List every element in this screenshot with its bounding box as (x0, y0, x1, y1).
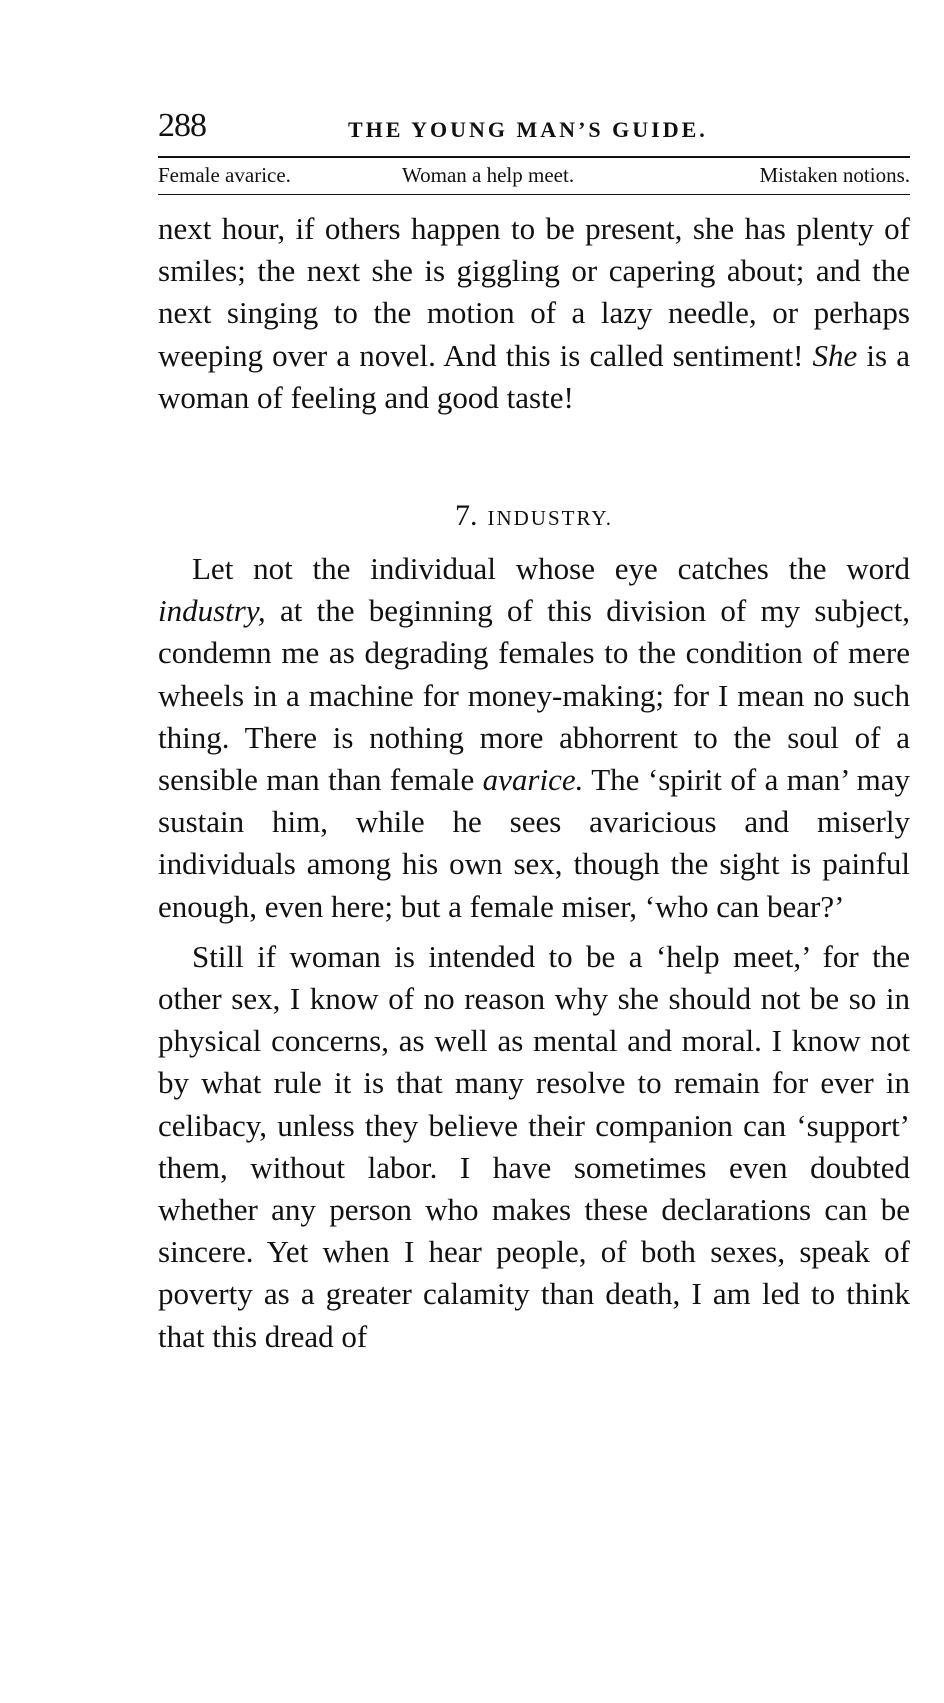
paragraph-help-meet: Still if woman is intended to be a ‘help meet,’ for the other sex, I know of no reason why she should not be so in physical concerns, as well as mental and moral. I know not by what rule it is that many resolve to remain for ever in celibacy, unless they believe their companion can ‘support’ them, without labor. I have sometimes even doubted whether any person who makes these declarations can be sincere. Yet when I hear people, of both sexes, speak of poverty as a greater calamity than death, I am led to think that this dread of (158, 938, 910, 1354)
paragraph-industry-text-1: Let not the individual whose eye catches the word (192, 551, 910, 586)
paragraph-continued-italic: She (812, 337, 858, 373)
paragraph-industry-text-2: at the beginning of this division of my subject, condemn me as degrading females to the condition of mere wheels in a machine for money-making; for I mean no such thing. There is nothing more abhorrent to the soul of a sensible man than female (158, 593, 910, 798)
paragraph-continued-text-1: next hour, if others happen to be present, she has plenty of smiles; the next she is giggling or capering about; and the next singing to the motion of a lazy needle, or perhaps weeping over a novel. And this is called sentiment! (158, 211, 910, 373)
paragraph-industry (158, 548, 910, 928)
paragraph-industry-italic-1: industry, (158, 593, 266, 629)
page-header (158, 104, 910, 148)
header-rule-bottom (158, 194, 910, 195)
topic-sidenotes (158, 160, 910, 190)
header-rule-top (158, 156, 910, 158)
section-heading (158, 496, 910, 541)
section-title: INDUSTRY. (487, 506, 614, 530)
sidenote-female-avarice: Female avarice. (158, 163, 291, 187)
running-title: THE YOUNG MAN’S GUIDE. (348, 117, 708, 142)
paragraph-continued (158, 208, 910, 419)
continued-text (158, 208, 910, 419)
section-number: 7. (454, 499, 478, 532)
section-body (158, 548, 910, 1358)
paragraph-industry-text-3: The ‘spirit of a man’ may sustain him, while he sees avaricious and miserly individuals among his own sex, though the sight is painful enough, even here; but a female miser, ‘who can bear?’ (158, 762, 910, 924)
paragraph-industry-italic-2: avarice. (482, 762, 584, 798)
page-number: 288 (158, 107, 206, 144)
sidenote-mistaken-notions: Mistaken notions. (759, 163, 910, 187)
sidenote-help-meet: Woman a help meet. (402, 163, 575, 187)
paragraph-continued-text-2: is a woman of feeling and good taste! (158, 337, 910, 415)
